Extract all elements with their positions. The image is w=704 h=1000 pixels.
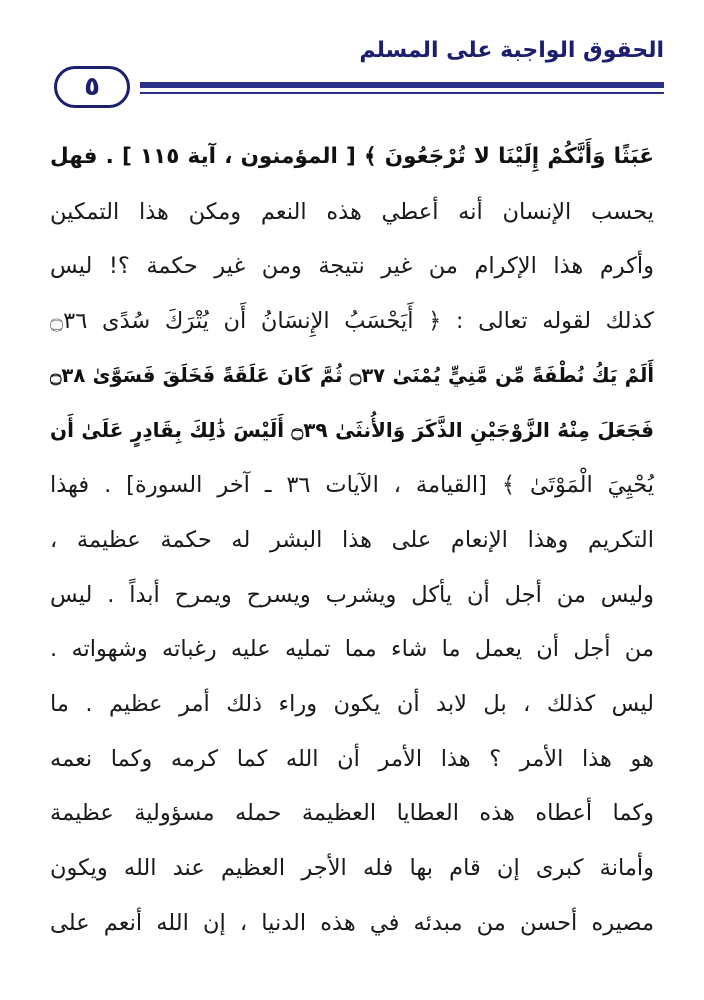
text-line: يحسب الإنسان أنه أعطي هذه النعم ومكن هذا التمكين xyxy=(50,198,654,225)
text-line: وكما أعطاه هذه العطايا العظيمة حمله مسؤولية عظيمة xyxy=(50,800,654,827)
text-line: مصيره أحسن من مبدئه في هذه الدنيا ، إن الله أنعم على xyxy=(50,909,654,936)
text-line: وليس من أجل أن يأكل ويشرب ويسرح ويمرح أبداً . ليس xyxy=(50,581,654,608)
text-line: التكريم وهذا الإنعام على هذا البشر له حكمة عظيمة ، xyxy=(50,526,654,553)
text-line: كذلك لقوله تعالى : ﴿ أَيَحْسَبُ الإِنسَانُ أَن يُتْرَكَ سُدًى ۝٣٦ xyxy=(50,308,654,335)
text-line: ليس كذلك ، بل لابد أن يكون وراء ذلك أمر عظيم . ما xyxy=(50,690,654,717)
text-line: وأمانة كبرى إن قام بها فله الأجر العظيم عند الله ويكون xyxy=(50,854,654,881)
body-text xyxy=(50,130,654,950)
text-line: فَجَعَلَ مِنْهُ الزَّوْجَيْنِ الذَّكَرَ وَالأُنثَىٰ ۝٣٩ أَلَيْسَ ذَٰلِكَ بِقَادِرٍ عَلَىٰ أَن xyxy=(50,418,654,443)
text-line: هو هذا الأمر ؟ هذا الأمر أن الله كما كرمه وكما نعمه xyxy=(50,745,654,772)
page-header xyxy=(40,36,664,116)
header-rule-thin xyxy=(140,92,664,94)
text-line: يُحْيِيَ الْمَوْتَىٰ ﴾ [القيامة ، الآيات ٣٦ ـ آخر السورة] . فهذا xyxy=(50,472,654,499)
text-line: أَلَمْ يَكُ نُطْفَةً مِّن مَّنِيٍّ يُمْنَىٰ ۝٣٧ ثُمَّ كَانَ عَلَقَةً فَخَلَقَ فَسَوَّىٰ ۝٣٨ xyxy=(50,363,654,387)
text-line: عَبَثًا وَأَنَّكُمْ إِلَيْنَا لا تُرْجَعُونَ ﴾ [ المؤمنون ، آية ١١٥ ] . فهل xyxy=(50,144,654,169)
page-number-badge: ٥ xyxy=(54,66,130,108)
text-line: وأكرم هذا الإكرام من غير نتيجة ومن غير حكمة ؟! ليس xyxy=(50,253,654,280)
header-rule-thick xyxy=(140,82,664,88)
running-title: الحقوق الواجبة على المسلم xyxy=(359,38,664,63)
text-line: من أجل أن يعمل ما شاء مما تمليه عليه رغباته وشهواته . xyxy=(50,636,654,663)
